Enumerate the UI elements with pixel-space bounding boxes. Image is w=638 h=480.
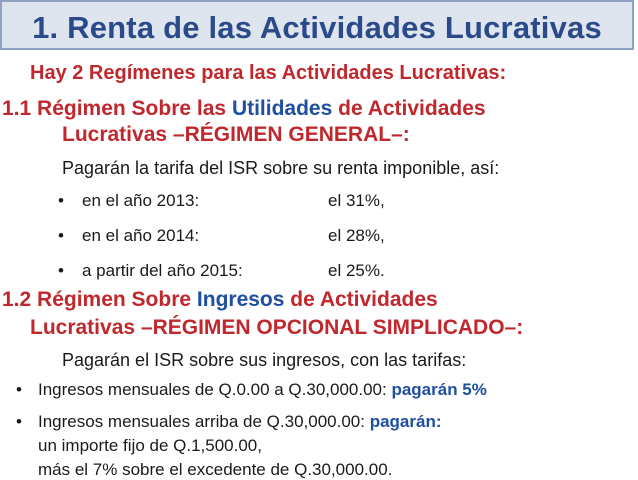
regime-2-suffix: de Actividades xyxy=(284,288,438,311)
tier-2-fixed-amount: un importe fijo de Q.1,500.00, xyxy=(38,436,262,455)
tier-1-label: Ingresos mensuales de Q.0.00 a Q.30,000.00: xyxy=(38,380,392,399)
intro-heading: Hay 2 Regímenes para las Actividades Lucrativas: xyxy=(30,62,507,84)
regime-1-suffix: de Actividades xyxy=(332,97,486,120)
regime-2-prefix: 1.2 Régimen Sobre xyxy=(2,288,197,311)
title-bar xyxy=(0,0,634,50)
bullet-icon: • xyxy=(58,226,64,245)
tier-2-excess-rate: más el 7% sobre el excedente de Q.30,000.00. xyxy=(38,460,393,479)
regime-1-prefix: 1.1 Régimen Sobre las xyxy=(2,97,232,120)
bullet-icon: • xyxy=(16,380,22,399)
rate-3-label: a partir del año 2015: xyxy=(82,261,243,280)
bullet-icon: • xyxy=(58,261,64,280)
slide-title: 1. Renta de las Actividades Lucrativas xyxy=(32,10,602,45)
rate-1-label: en el año 2013: xyxy=(82,191,200,210)
regime-1-heading-line1 xyxy=(2,97,630,121)
regime-2-description: Pagarán el ISR sobre sus ingresos, con las tarifas: xyxy=(62,350,467,370)
regime-1-highlight: Utilidades xyxy=(231,97,333,120)
rate-1-value: el 31%, xyxy=(328,191,385,210)
tier-2-rate: pagarán: xyxy=(369,412,442,431)
bullet-icon: • xyxy=(16,412,22,431)
regime-2-heading-line2: Lucrativas –RÉGIMEN OPCIONAL SIMPLICADO–: xyxy=(30,316,524,339)
tier-2-label: Ingresos mensuales arriba de Q.30,000.00: xyxy=(38,412,370,431)
regime-2-heading-line1 xyxy=(2,288,630,312)
tier-1-rate: pagarán 5% xyxy=(391,380,487,399)
rate-2-label: en el año 2014: xyxy=(82,226,200,245)
regime-1-heading-line2: Lucrativas –RÉGIMEN GENERAL–: xyxy=(62,123,410,146)
bullet-icon: • xyxy=(58,191,64,210)
tier-1-text xyxy=(38,380,487,400)
regime-2-highlight: Ingresos xyxy=(196,288,285,311)
regime-1-description: Pagarán la tarifa del ISR sobre su renta imponible, así: xyxy=(62,158,500,178)
rate-3-value: el 25%. xyxy=(328,261,385,280)
rate-2-value: el 28%, xyxy=(328,226,385,245)
tier-2-text xyxy=(38,412,442,432)
